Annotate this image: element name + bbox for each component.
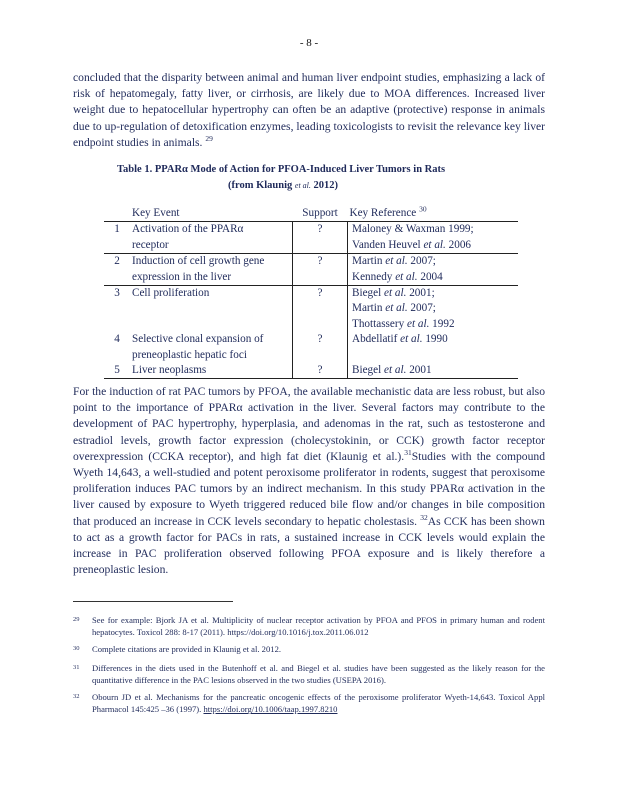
paragraph-pac-part3: As CCK has been shown to act as a growth factor for PACs in rats, a sustained increase in CCK levels would explain the increase in PAC proliferation observed following PFOA exposure and is likely therefore a preneoplastic lesion. — [73, 514, 545, 577]
footnote-number: 29 — [73, 616, 80, 623]
footnote-text: Complete citations are provided in Klaunig et al. 2012. — [92, 644, 282, 654]
footnote-32 — [73, 691, 545, 716]
header-key-event: Key Event — [132, 207, 180, 219]
footnote-text: Differences in the diets used in the Butenhoff et al. and Biegel et al. studies have been suggested as the likely reason for the quantitative difference in the PAC lesions observed in the two studies (USEPA 2016). — [92, 663, 545, 686]
row-key-reference: Biegel et al. 2001; Martin et al. 2007; Thottassery et al. 1992 — [348, 286, 519, 333]
footnote-31 — [73, 662, 545, 687]
row-key-reference: Martin et al. 2007; Kennedy et al. 2004 — [348, 254, 519, 286]
footnote-divider — [73, 601, 233, 602]
footnote-number: 30 — [73, 645, 80, 652]
footnote-ref-31[interactable]: 31 — [404, 447, 412, 457]
header-key-reference: Key Reference $^{30}$ — [349, 204, 427, 219]
footnote-30 — [73, 643, 545, 655]
footnote-text: Obourn JD et al. Mechanisms for the pancreatic oncogenic effects of the peroxisome proliferator Wyeth-14,643. Toxicol Appl Pharmacol 145:425 –36 (1997). https://doi.org/10.1006/taap.1997.8210 — [92, 692, 545, 715]
footnote-number: 31 — [73, 664, 80, 671]
paragraph-pac-part2: Studies with the compound Wyeth 14,643, a well-studied and potent peroxisome proliferator in rodents, suggest that peroxisome proliferation induces PAC tumors by an indirect mechanism. In this study PPARα activation in the liver caused by exposure to Wyeth triggered reduced bile flow and/or changes in bile composition that produced an increase in CCK levels secondary to hepatic cholestasis. — [73, 449, 545, 528]
row-key-reference: Biegel et al. 2001 — [348, 363, 519, 379]
footnote-29 — [73, 614, 545, 639]
table-caption: Table 1. PPARα Mode of Action for PFOA-Induced Liver Tumors in Rats — [117, 164, 446, 175]
table-row — [104, 222, 518, 254]
footnote-number: 32 — [73, 693, 80, 700]
row-key-event: Selective clonal expansion of preneoplastic hepatic foci — [130, 332, 293, 363]
table-caption-source — [228, 180, 608, 191]
caption-source-author: (from Klaunig — [228, 180, 293, 191]
row-support: ? — [293, 222, 348, 254]
table-body — [104, 222, 518, 379]
row-number: 4 — [114, 333, 120, 346]
paragraph-pac-part1: For the induction of rat PAC tumors by PFOA, the available mechanistic data are less robust, but also point to the importance of PPARα activation in the liver. Several factors may contribute to the development of PAC hypertrophy, hyperplasia, and adenomas in the rat, such as testosterone and estradiol levels, growth factor expression (cholecystokinin, or CCK) growth factor receptor overexpression (CCKA receptor), and high fat diet (Klaunig et al.). — [73, 385, 545, 463]
page-number: - 8 - — [299, 37, 319, 49]
paragraph-intro — [73, 70, 545, 151]
row-key-event: Liver neoplasms — [130, 363, 293, 379]
paragraph-pac — [73, 384, 545, 578]
row-key-event: Activation of the PPARα receptor — [130, 222, 293, 254]
row-key-reference: Maloney & Waxman 1999; Vanden Heuvel et al. 2006 — [348, 222, 519, 254]
table-header-row — [104, 206, 518, 222]
row-support: ? — [317, 287, 323, 300]
table-row — [104, 363, 518, 379]
row-key-event: Induction of cell growth gene expression in the liver — [130, 254, 293, 286]
paragraph-intro-text: concluded that the disparity between animal and human liver endpoint studies, emphasizing a lack of risk of hepatomegaly, fatty liver, or cirrhosis, are likely due to MOA differences. Increased liver weight due to hepatocellular hypertrophy can often be an adaptive (protective) response in animals due to up-regulation of detoxification enzymes, leading toxicologists to revisit the relevance key liver endpoint studies in animals. — [73, 71, 545, 149]
caption-source-etal: et al. — [294, 181, 311, 190]
row-number: 5 — [104, 363, 130, 379]
row-support: ? — [317, 333, 323, 346]
header-support: Support — [302, 207, 338, 219]
footnote-ref-29[interactable]: 29 — [205, 133, 213, 143]
row-support: ? — [293, 363, 348, 379]
caption-source-year: 2012) — [313, 180, 339, 191]
row-number: 2 — [104, 254, 130, 286]
footnote-text: See for example: Bjork JA et al. Multiplicity of nuclear receptor activation by PFOA and PFOS in primary human and rodent hepatocytes. Toxicol 288: 8-17 (2011). https://doi.org/10.1016/j.tox.2011.06.012 — [92, 615, 545, 638]
row-number: 3 — [114, 287, 120, 300]
moa-table — [104, 206, 518, 379]
row-key-event: Cell proliferation — [130, 286, 293, 333]
table-row — [104, 286, 518, 333]
table-row — [104, 332, 518, 363]
row-support: ? — [293, 254, 348, 286]
footnote-ref-32[interactable]: 32 — [420, 512, 428, 522]
row-number: 1 — [104, 222, 130, 254]
table-row — [104, 254, 518, 286]
row-key-reference: Abdellatif et al. 1990 — [348, 332, 519, 363]
doi-link[interactable]: https://doi.org/10.1006/taap.1997.8210 — [203, 704, 338, 715]
footnote-ref-30[interactable]: 30 — [419, 204, 427, 214]
